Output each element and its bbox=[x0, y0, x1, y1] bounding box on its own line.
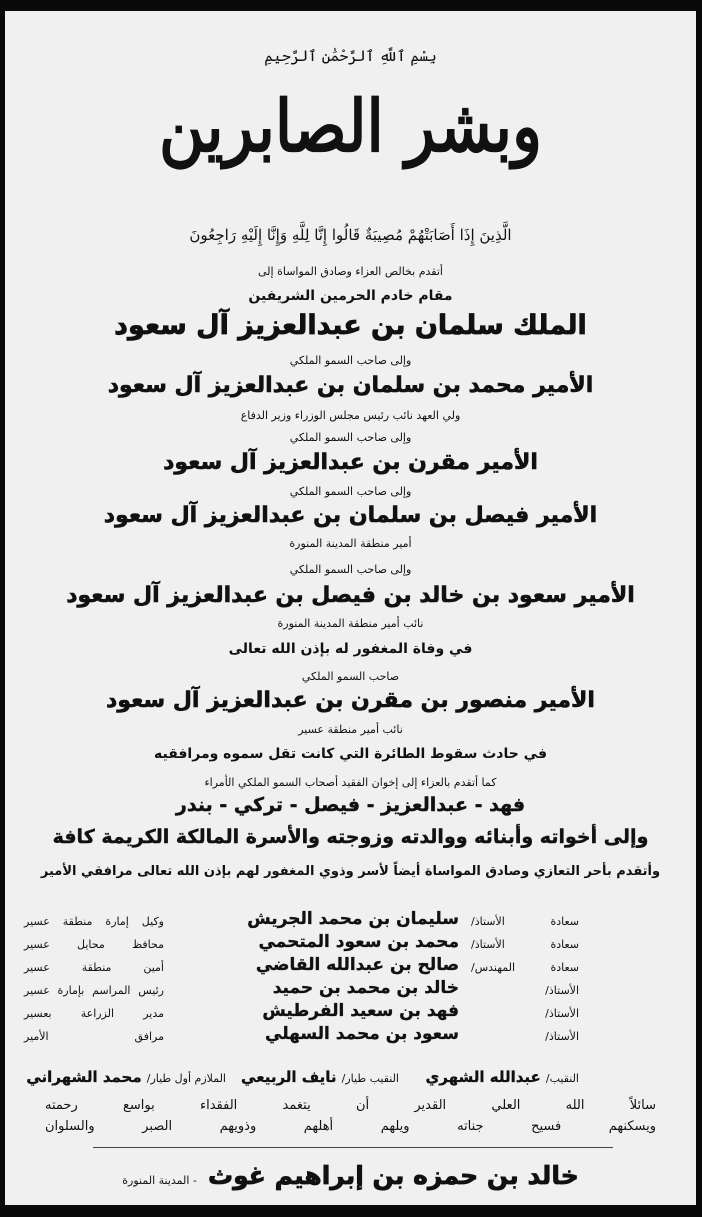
deceased-circumstance: في حادث سقوط الطائرة التي كانت تقل سموه ومرافقيه bbox=[153, 746, 548, 762]
prayer-line-2: ويسكنهم فسيح جناته ويلهم أهلهم وذويهم الصبر والسلوان bbox=[45, 1119, 656, 1134]
recipient-position: ولي العهد نائب رئيس مجلس الوزراء وزير الدفاع bbox=[240, 409, 461, 422]
companion-name: سعود بن محمد السهلي bbox=[265, 1024, 459, 1044]
list-item bbox=[5, 955, 696, 978]
signature-divider bbox=[93, 1147, 613, 1148]
custodian-title: مقام خادم الحرمين الشريفين bbox=[248, 288, 453, 304]
recipient-position: أمير منطقة المدينة المنورة bbox=[289, 537, 412, 550]
companions-list bbox=[5, 909, 696, 1047]
deceased-intro: في وفاة المغفور له بإذن الله تعالى bbox=[228, 641, 473, 657]
officer-rank: النقيب طيار/ bbox=[341, 1072, 399, 1085]
deceased-position: نائب أمير منطقة عسير bbox=[298, 723, 403, 736]
companion-title: سعادة الأستاذ/ bbox=[471, 938, 579, 951]
companion-title: سعادة المهندس/ bbox=[471, 961, 579, 974]
officer-name: عبدالله الشهري bbox=[425, 1068, 541, 1086]
brothers-names: فهد - عبدالعزيز - فيصل - تركي - بندر bbox=[175, 794, 526, 816]
companion-name: محمد بن سعود المتحمي bbox=[258, 932, 459, 952]
condolence-notice bbox=[5, 11, 696, 1205]
list-item bbox=[5, 932, 696, 955]
companion-title: الأستاذ/ bbox=[545, 1007, 579, 1020]
quran-verse: الَّذِينَ إِذَا أَصَابَتْهُمْ مُصِيبَةٌ قَالُوا إِنَّا لِلَّهِ وَإِنَّا إِلَيْهِ رَاجِعُونَ bbox=[189, 226, 512, 244]
companion-name: صالح بن عبدالله القاضي bbox=[255, 955, 459, 975]
companion-role: مرافق الأمير bbox=[24, 1030, 164, 1043]
companion-role: مدير الزراعة بعسير bbox=[24, 1007, 164, 1020]
list-item bbox=[5, 978, 696, 1001]
officer-rank: النقيب/ bbox=[545, 1072, 579, 1085]
signer-city: - المدينة المنورة bbox=[122, 1174, 197, 1187]
companion-name: فهد بن سعيد الفرطيش bbox=[262, 1001, 459, 1021]
recipient-name: الأمير مقرن بن عبدالعزيز آل سعود bbox=[163, 450, 538, 475]
king-name: الملك سلمان بن عبدالعزيز آل سعود bbox=[114, 310, 587, 341]
companion-title: الأستاذ/ bbox=[545, 984, 579, 997]
companion-role: وكيل إمارة منطقة عسير bbox=[24, 915, 164, 928]
recipient-name: الأمير سعود بن خالد بن فيصل بن عبدالعزيز آل سعود bbox=[66, 583, 635, 608]
recipient-prefix: وإلى صاحب السمو الملكي bbox=[289, 563, 412, 576]
officer-item bbox=[241, 1067, 399, 1086]
list-item bbox=[5, 1024, 696, 1047]
officer-rank: الملازم أول طيار/ bbox=[146, 1072, 226, 1085]
brothers-intro: كما أتقدم بالعزاء إلى إخوان الفقيد أصحاب السمو الملكي الأمراء bbox=[204, 776, 497, 789]
list-item bbox=[5, 1001, 696, 1024]
signer-name: خالد بن حمزه بن إبراهيم غوث bbox=[208, 1161, 579, 1190]
basmala: بِسْمِ ٱللَّهِ ٱلرَّحْمَٰنِ ٱلرَّحِيمِ bbox=[264, 47, 437, 65]
list-item bbox=[5, 909, 696, 932]
companion-role: محافظ محايل عسير bbox=[24, 938, 164, 951]
officers-row bbox=[5, 1067, 696, 1089]
officer-name: محمد الشهراني bbox=[26, 1068, 142, 1086]
family-line: وإلى أخواته وأبنائه ووالدته وزوجته والأسرة المالكة الكريمة كافة bbox=[52, 826, 649, 848]
companion-title: الأستاذ/ bbox=[545, 1030, 579, 1043]
recipient-position: نائب أمير منطقة المدينة المنورة bbox=[277, 617, 424, 630]
officer-item bbox=[26, 1067, 226, 1086]
recipient-name: الأمير محمد بن سلمان بن عبدالعزيز آل سعود bbox=[107, 373, 594, 398]
recipient-prefix: وإلى صاحب السمو الملكي bbox=[289, 354, 412, 367]
companion-title: سعادة الأستاذ/ bbox=[471, 915, 579, 928]
deceased-name: الأمير منصور بن مقرن بن عبدالعزيز آل سعود bbox=[106, 688, 595, 713]
officer-item bbox=[426, 1067, 580, 1086]
officer-name: نايف الربيعي bbox=[241, 1068, 337, 1086]
recipient-prefix: وإلى صاحب السمو الملكي bbox=[289, 431, 412, 444]
companion-name: سليمان بن محمد الجريش bbox=[247, 909, 459, 929]
deceased-prefix: صاحب السمو الملكي bbox=[301, 670, 400, 683]
companions-intro: وأتقدم بأحر التعازي وصادق المواساة أيضاً لأسر وذوي المغفور لهم بإذن الله تعالى مرافقي الأمير bbox=[40, 864, 661, 879]
recipient-prefix: وإلى صاحب السمو الملكي bbox=[289, 485, 412, 498]
condolence-intro: أتقدم بخالص العزاء وصادق المواساة إلى bbox=[258, 265, 443, 278]
signature bbox=[5, 1161, 696, 1190]
recipient-name: الأمير فيصل بن سلمان بن عبدالعزيز آل سعود bbox=[103, 503, 598, 528]
calligraphy-title: وبشر الصابرين bbox=[159, 84, 542, 169]
companion-name: خالد بن محمد بن حميد bbox=[272, 978, 459, 998]
companion-role: رئيس المراسم بإمارة عسير bbox=[24, 984, 164, 997]
companion-role: أمين منطقة عسير bbox=[24, 961, 164, 974]
prayer-line-1: سائلاً الله العلي القدير أن يتغمد الفقداء بواسع رحمته bbox=[45, 1098, 656, 1113]
